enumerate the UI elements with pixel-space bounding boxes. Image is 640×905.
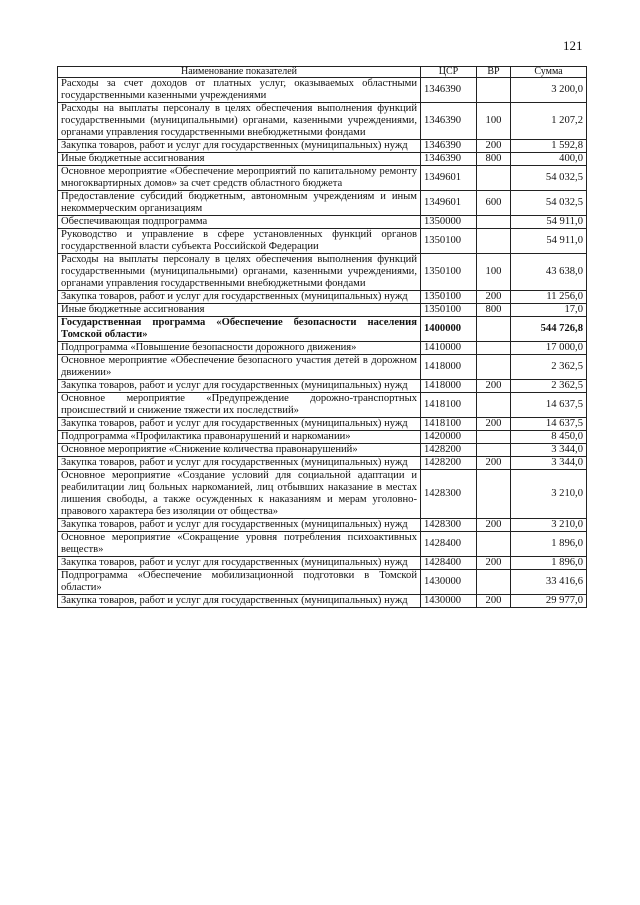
cell-csr: 1350100 bbox=[421, 291, 477, 304]
cell-vr bbox=[477, 355, 511, 380]
table-row bbox=[58, 519, 587, 532]
table-row bbox=[58, 444, 587, 457]
cell-csr: 1346390 bbox=[421, 103, 477, 140]
table-row bbox=[58, 380, 587, 393]
cell-name: Руководство и управление в сфере установленных функций органов государственной власти субъекта Российской Федерации bbox=[58, 229, 421, 254]
table-row bbox=[58, 532, 587, 557]
cell-sum: 43 638,0 bbox=[511, 254, 587, 291]
table-row bbox=[58, 78, 587, 103]
cell-csr: 1430000 bbox=[421, 595, 477, 608]
cell-csr: 1349601 bbox=[421, 166, 477, 191]
cell-name: Закупка товаров, работ и услуг для государственных (муниципальных) нужд bbox=[58, 595, 421, 608]
table-row bbox=[58, 191, 587, 216]
cell-csr: 1428300 bbox=[421, 470, 477, 519]
cell-sum: 33 416,6 bbox=[511, 570, 587, 595]
cell-csr: 1418000 bbox=[421, 355, 477, 380]
cell-vr: 100 bbox=[477, 103, 511, 140]
cell-vr: 200 bbox=[477, 557, 511, 570]
cell-csr: 1410000 bbox=[421, 342, 477, 355]
cell-vr bbox=[477, 166, 511, 191]
header-sum: Сумма bbox=[511, 67, 587, 78]
cell-csr: 1428300 bbox=[421, 519, 477, 532]
cell-sum: 1 207,2 bbox=[511, 103, 587, 140]
cell-vr bbox=[477, 342, 511, 355]
cell-name: Закупка товаров, работ и услуг для государственных (муниципальных) нужд bbox=[58, 291, 421, 304]
table-row bbox=[58, 229, 587, 254]
table-row bbox=[58, 317, 587, 342]
cell-csr: 1350100 bbox=[421, 304, 477, 317]
cell-sum: 11 256,0 bbox=[511, 291, 587, 304]
table-row bbox=[58, 304, 587, 317]
table-row bbox=[58, 393, 587, 418]
header-vr: ВР bbox=[477, 67, 511, 78]
cell-name: Закупка товаров, работ и услуг для государственных (муниципальных) нужд bbox=[58, 140, 421, 153]
cell-csr: 1400000 bbox=[421, 317, 477, 342]
table-row bbox=[58, 470, 587, 519]
cell-vr: 200 bbox=[477, 519, 511, 532]
cell-name: Подпрограмма «Повышение безопасности дорожного движения» bbox=[58, 342, 421, 355]
cell-sum: 54 032,5 bbox=[511, 166, 587, 191]
table-row bbox=[58, 457, 587, 470]
table-row bbox=[58, 103, 587, 140]
cell-vr: 200 bbox=[477, 291, 511, 304]
table-row bbox=[58, 216, 587, 229]
cell-sum: 2 362,5 bbox=[511, 380, 587, 393]
cell-vr bbox=[477, 317, 511, 342]
cell-sum: 544 726,8 bbox=[511, 317, 587, 342]
cell-name: Основное мероприятие «Сокращение уровня потребления психоактивных веществ» bbox=[58, 532, 421, 557]
table-row bbox=[58, 431, 587, 444]
cell-vr: 800 bbox=[477, 153, 511, 166]
cell-sum: 14 637,5 bbox=[511, 418, 587, 431]
cell-sum: 14 637,5 bbox=[511, 393, 587, 418]
cell-csr: 1349601 bbox=[421, 191, 477, 216]
cell-vr bbox=[477, 470, 511, 519]
cell-vr: 600 bbox=[477, 191, 511, 216]
cell-name: Обеспечивающая подпрограмма bbox=[58, 216, 421, 229]
cell-csr: 1350000 bbox=[421, 216, 477, 229]
table-row bbox=[58, 153, 587, 166]
cell-vr: 100 bbox=[477, 254, 511, 291]
cell-csr: 1428400 bbox=[421, 557, 477, 570]
budget-table bbox=[57, 66, 587, 608]
cell-sum: 3 344,0 bbox=[511, 457, 587, 470]
cell-name: Иные бюджетные ассигнования bbox=[58, 304, 421, 317]
cell-csr: 1428200 bbox=[421, 444, 477, 457]
cell-sum: 54 911,0 bbox=[511, 216, 587, 229]
table-body bbox=[58, 78, 587, 608]
cell-name: Закупка товаров, работ и услуг для государственных (муниципальных) нужд bbox=[58, 557, 421, 570]
cell-vr bbox=[477, 444, 511, 457]
cell-vr: 200 bbox=[477, 140, 511, 153]
cell-vr: 200 bbox=[477, 418, 511, 431]
cell-sum: 2 362,5 bbox=[511, 355, 587, 380]
cell-csr: 1350100 bbox=[421, 254, 477, 291]
cell-csr: 1418000 bbox=[421, 380, 477, 393]
cell-vr bbox=[477, 532, 511, 557]
cell-name: Основное мероприятие «Снижение количества правонарушений» bbox=[58, 444, 421, 457]
cell-name: Закупка товаров, работ и услуг для государственных (муниципальных) нужд bbox=[58, 519, 421, 532]
cell-sum: 54 911,0 bbox=[511, 229, 587, 254]
table-row bbox=[58, 595, 587, 608]
cell-name: Основное мероприятие «Обеспечение безопасного участия детей в дорожном движении» bbox=[58, 355, 421, 380]
cell-name: Государственная программа «Обеспечение безопасности населения Томской области» bbox=[58, 317, 421, 342]
cell-csr: 1346390 bbox=[421, 140, 477, 153]
cell-csr: 1350100 bbox=[421, 229, 477, 254]
table-row bbox=[58, 291, 587, 304]
header-name: Наименование показателей bbox=[58, 67, 421, 78]
cell-vr bbox=[477, 393, 511, 418]
cell-name: Подпрограмма «Обеспечение мобилизационной подготовки в Томской области» bbox=[58, 570, 421, 595]
cell-vr bbox=[477, 229, 511, 254]
cell-sum: 3 210,0 bbox=[511, 470, 587, 519]
cell-vr: 200 bbox=[477, 595, 511, 608]
table-row bbox=[58, 418, 587, 431]
cell-name: Основное мероприятие «Обеспечение мероприятий по капитальному ремонту многоквартирных домов» за счет средств областного бюджета bbox=[58, 166, 421, 191]
cell-sum: 1 896,0 bbox=[511, 557, 587, 570]
cell-csr: 1430000 bbox=[421, 570, 477, 595]
table-row bbox=[58, 254, 587, 291]
cell-vr bbox=[477, 570, 511, 595]
cell-vr bbox=[477, 216, 511, 229]
cell-csr: 1428200 bbox=[421, 457, 477, 470]
cell-vr: 200 bbox=[477, 380, 511, 393]
cell-sum: 3 344,0 bbox=[511, 444, 587, 457]
page-number: 121 bbox=[563, 38, 583, 53]
cell-vr bbox=[477, 78, 511, 103]
cell-csr: 1428400 bbox=[421, 532, 477, 557]
cell-sum: 17,0 bbox=[511, 304, 587, 317]
cell-name: Основное мероприятие «Создание условий для социальной адаптации и реабилитации лиц больных наркоманией, лиц отбывших наказание в местах лишения свободы, а также осужденных к наказаниям и мерам уголовно-правового характера без изоляции от общества» bbox=[58, 470, 421, 519]
table-row bbox=[58, 570, 587, 595]
cell-sum: 3 200,0 bbox=[511, 78, 587, 103]
cell-name: Предоставление субсидий бюджетным, автономным учреждениям и иным некоммерческим организациям bbox=[58, 191, 421, 216]
cell-csr: 1420000 bbox=[421, 431, 477, 444]
cell-sum: 17 000,0 bbox=[511, 342, 587, 355]
header-csr: ЦСР bbox=[421, 67, 477, 78]
cell-name: Подпрограмма «Профилактика правонарушений и наркомании» bbox=[58, 431, 421, 444]
cell-sum: 29 977,0 bbox=[511, 595, 587, 608]
cell-name: Иные бюджетные ассигнования bbox=[58, 153, 421, 166]
table-row bbox=[58, 557, 587, 570]
table-row bbox=[58, 342, 587, 355]
cell-name: Закупка товаров, работ и услуг для государственных (муниципальных) нужд bbox=[58, 380, 421, 393]
cell-csr: 1418100 bbox=[421, 393, 477, 418]
table-header-row bbox=[58, 67, 587, 78]
cell-sum: 400,0 bbox=[511, 153, 587, 166]
cell-sum: 1 896,0 bbox=[511, 532, 587, 557]
table-row bbox=[58, 166, 587, 191]
cell-vr: 800 bbox=[477, 304, 511, 317]
cell-sum: 1 592,8 bbox=[511, 140, 587, 153]
cell-name: Закупка товаров, работ и услуг для государственных (муниципальных) нужд bbox=[58, 418, 421, 431]
table-row bbox=[58, 355, 587, 380]
cell-name: Расходы на выплаты персоналу в целях обеспечения выполнения функций государственными (муниципальными) органами, казенными учреждениями, органами управления государственными внебюджетными фондами bbox=[58, 254, 421, 291]
cell-csr: 1346390 bbox=[421, 153, 477, 166]
cell-name: Основное мероприятие «Предупреждение дорожно-транспортных происшествий и снижение тяжести их последствий» bbox=[58, 393, 421, 418]
cell-name: Расходы на выплаты персоналу в целях обеспечения выполнения функций государственными (муниципальными) органами, казенными учреждениями, органами управления государственными внебюджетными фондами bbox=[58, 103, 421, 140]
table-row bbox=[58, 140, 587, 153]
cell-sum: 8 450,0 bbox=[511, 431, 587, 444]
cell-name: Расходы за счет доходов от платных услуг, оказываемых областными государственными казенными учреждениями bbox=[58, 78, 421, 103]
cell-vr: 200 bbox=[477, 457, 511, 470]
cell-csr: 1418100 bbox=[421, 418, 477, 431]
cell-csr: 1346390 bbox=[421, 78, 477, 103]
cell-vr bbox=[477, 431, 511, 444]
cell-sum: 3 210,0 bbox=[511, 519, 587, 532]
cell-name: Закупка товаров, работ и услуг для государственных (муниципальных) нужд bbox=[58, 457, 421, 470]
cell-sum: 54 032,5 bbox=[511, 191, 587, 216]
